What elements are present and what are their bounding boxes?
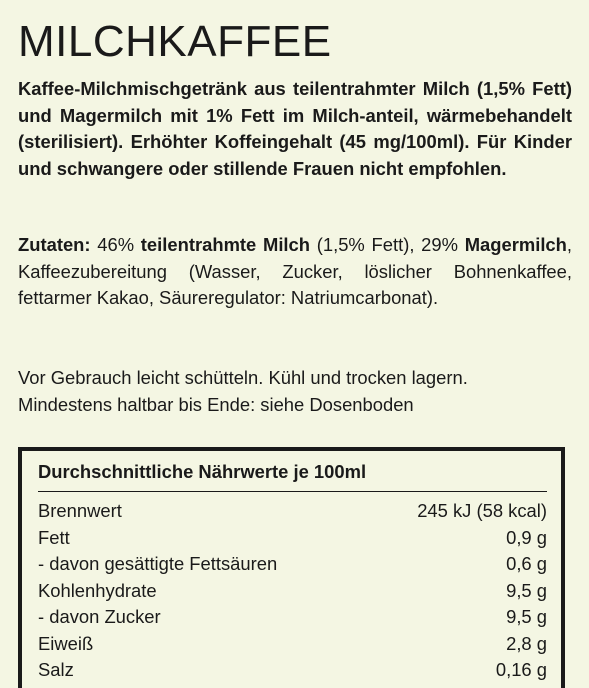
nutrient-value: 0,16 g xyxy=(495,659,547,680)
nutrition-row xyxy=(38,657,547,684)
storage-line-best-before: Mindestens haltbar bis Ende: siehe Dosenboden xyxy=(18,394,414,415)
nutrient-name: Kohlenhydrate xyxy=(38,579,157,601)
nutrient-name: - davon gesättigte Fettsäuren xyxy=(38,553,278,574)
ingredients-label: Zutaten: xyxy=(18,234,91,255)
nutrition-row xyxy=(38,578,547,605)
nutrition-row xyxy=(38,498,547,525)
storage-line-shake: Vor Gebrauch leicht schütteln. Kühl und trocken lagern. xyxy=(18,367,468,388)
ingredients-text-3: , Kaffeezubereitung (Wasser, Zucker, löslicher Bohnenkaffee, fettarmer Kakao, Säureregulator: Natriumcarbonat). xyxy=(18,234,573,308)
nutrient-name: - davon Zucker xyxy=(38,606,161,627)
ingredient-nonfat-milk: Magermilch xyxy=(464,234,567,255)
nutrition-row xyxy=(38,604,547,631)
nutrient-name: Salz xyxy=(38,659,74,680)
nutrition-row xyxy=(38,525,547,552)
nutrition-title: Durchschnittliche Nährwerte je 100ml xyxy=(38,459,547,492)
nutrient-value: 9,5 g xyxy=(506,606,547,627)
ingredients-text-1: 46% xyxy=(90,234,141,255)
storage-instructions xyxy=(18,364,578,418)
nutrient-value: 0,9 g xyxy=(506,526,547,548)
ingredients-list xyxy=(18,232,572,312)
nutrient-value: 245 kJ (58 kcal) xyxy=(417,500,547,521)
product-title: MILCHKAFFEE xyxy=(18,17,332,66)
nutrition-table xyxy=(18,447,565,688)
nutrient-name: Fett xyxy=(38,526,70,548)
nutrition-row xyxy=(38,631,547,658)
nutrient-value: 9,5 g xyxy=(506,579,547,601)
ingredients-text-2: (1,5% Fett), 29% xyxy=(310,234,465,255)
nutrient-value: 0,6 g xyxy=(506,553,547,574)
nutrition-row xyxy=(38,551,547,578)
nutrient-name: Eiweiß xyxy=(38,632,94,654)
product-description: Kaffee-Milchmischgetränk aus teilentrahmter Milch (1,5% Fett) und Magermilch mit 1% Fett im Milch-anteil, wärmebehandelt (sterilisiert). Erhöhter Koffeingehalt (45 mg/100ml). Für Kinder und schwangere oder stillende Frauen nicht empfohlen. xyxy=(18,78,572,179)
nutrient-value: 2,8 g xyxy=(506,632,547,654)
nutrient-name: Brennwert xyxy=(38,500,122,521)
ingredient-skim-milk: teilentrahmte Milch xyxy=(140,234,311,255)
